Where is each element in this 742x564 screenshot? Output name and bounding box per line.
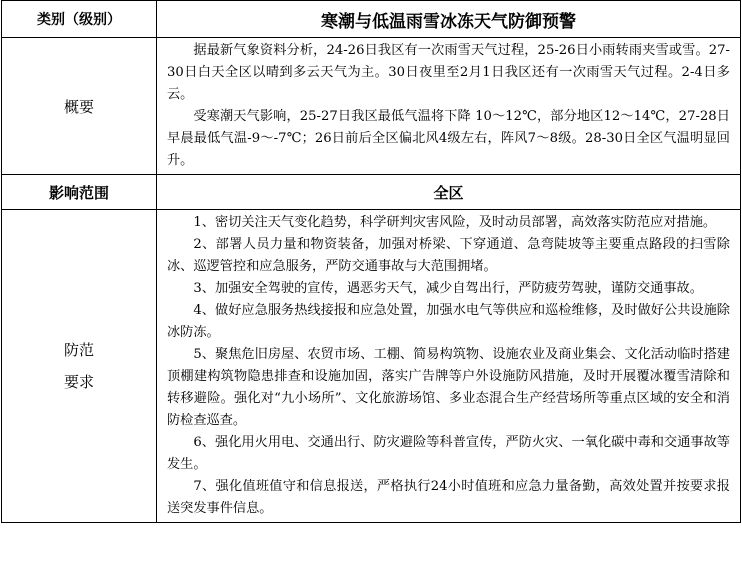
- category-label: 类别（级别）: [2, 1, 157, 38]
- measures-row: [2, 210, 741, 523]
- measures-content: [157, 210, 741, 523]
- measures-label-line: 防范: [63, 341, 94, 359]
- measure-item: 3、加强安全驾驶的宣传，遇恶劣天气，减少自驾出行，严防疲劳驾驶，谨防交通事故。: [193, 281, 703, 296]
- measure-item: 4、做好应急服务热线接报和应急处置，加强水电气等供应和巡检维修，及时做好公共设施除冰防冻。: [167, 303, 730, 340]
- overview-content: [157, 38, 741, 175]
- overview-label: 概要: [2, 38, 157, 175]
- header-row: [2, 1, 741, 38]
- warning-title: 寒潮与低温雨雪冰冻天气防御预警: [157, 1, 741, 38]
- measure-item: 6、强化用火用电、交通出行、防灾避险等科普宣传，严防火灾、一氧化碳中毒和交通事故等发生。: [167, 435, 730, 472]
- overview-row: [2, 38, 741, 175]
- overview-paragraph: 据最新气象资料分析，24-26日我区有一次雨雪天气过程，25-26日小雨转雨夹雪或雪。27-30日白天全区以晴到多云天气为主。30日夜里至2月1日我区还有一次雨雪天气过程。2-4日多云。: [167, 43, 730, 102]
- warning-table: [1, 0, 741, 523]
- measures-label-line: 要求: [63, 373, 94, 391]
- scope-value: 全区: [157, 175, 741, 210]
- measures-label: [2, 210, 157, 523]
- scope-row: [2, 175, 741, 210]
- measure-item: 7、强化值班值守和信息报送，严格执行24小时值班和应急力量备勤，高效处置并按要求报送突发事件信息。: [167, 479, 730, 516]
- overview-paragraph: 受寒潮天气影响，25-27日我区最低气温将下降 10～12℃，部分地区12～14℃，27-28日早晨最低气温-9～-7℃；26日前后全区偏北风4级左右，阵风7～8级。28-30日全区气温明显回升。: [167, 109, 730, 168]
- measure-item: 1、密切关注天气变化趋势，科学研判灾害风险，及时动员部署，高效落实防范应对措施。: [193, 215, 717, 230]
- scope-label: 影响范围: [2, 175, 157, 210]
- measure-item: 2、部署人员力量和物资装备，加强对桥梁、下穿通道、急弯陡坡等主要重点路段的扫雪除冰、巡逻管控和应急服务，严防交通事故与大范围拥堵。: [167, 237, 730, 274]
- measure-item: 5、聚焦危旧房屋、农贸市场、工棚、简易构筑物、设施农业及商业集会、文化活动临时搭建顶棚建构筑物隐患排查和设施加固，落实广告牌等户外设施防风措施，及时开展覆冰覆雪清除和转移避险。强化对“九小场所”、文化旅游场馆、多业态混合生产经营场所等重点区域的安全和消防检查巡查。: [167, 347, 730, 428]
